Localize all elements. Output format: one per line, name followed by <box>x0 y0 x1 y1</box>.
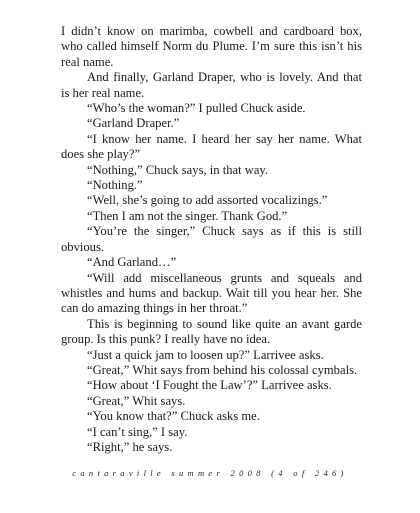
paragraph: “Who’s the woman?” I pulled Chuck aside. <box>87 101 306 116</box>
paragraph: “Great,” Whit says from behind his colossal cymbals. <box>87 362 358 377</box>
body-text <box>61 24 362 455</box>
paragraph: And finally, Garland Draper, who is lovely. And that is her real name. <box>61 70 362 100</box>
paragraph: I didn’t know on marimba, cowbell and cardboard box, who called himself Norm du Plume. I’m sure this isn’t his real name. <box>61 24 362 69</box>
paragraph: “I can’t sing,” I say. <box>87 424 188 439</box>
paragraph: This is beginning to sound like quite an avant garde group. Is this punk? I really have no idea. <box>61 316 362 347</box>
paragraph: “I know her name. I heard her say her name. What does she play?” <box>61 131 362 162</box>
paragraph: “Will add miscellaneous grunts and squeals and whistles and hums and backup. Wait till you hear her. She can do amazing things in her throat.” <box>61 270 362 316</box>
paragraph: “Well, she’s going to add assorted vocalizings.” <box>87 193 328 208</box>
paragraph: “Garland Draper.” <box>87 116 180 131</box>
paragraph: “You know that?” Chuck asks me. <box>87 409 260 424</box>
paragraph: “Just a quick jam to loosen up?” Larrivee asks. <box>87 347 324 362</box>
paragraph: “Then I am not the singer. Thank God.” <box>87 208 288 223</box>
paragraph: “You’re the singer,” Chuck says as if this is still obvious. <box>61 224 362 254</box>
paragraph: “Nothing.” <box>87 178 143 193</box>
page-footer: cantaraville summer 2008 (4 of 246) <box>72 468 348 478</box>
paragraph: “Nothing,” Chuck says, in that way. <box>87 162 269 177</box>
paragraph: “And Garland…” <box>87 255 177 270</box>
paragraph: “Great,” Whit says. <box>87 393 186 408</box>
paragraph: “How about ‘I Fought the Law’?” Larrivee asks. <box>87 378 332 393</box>
paragraph: “Right,” he says. <box>87 439 173 454</box>
